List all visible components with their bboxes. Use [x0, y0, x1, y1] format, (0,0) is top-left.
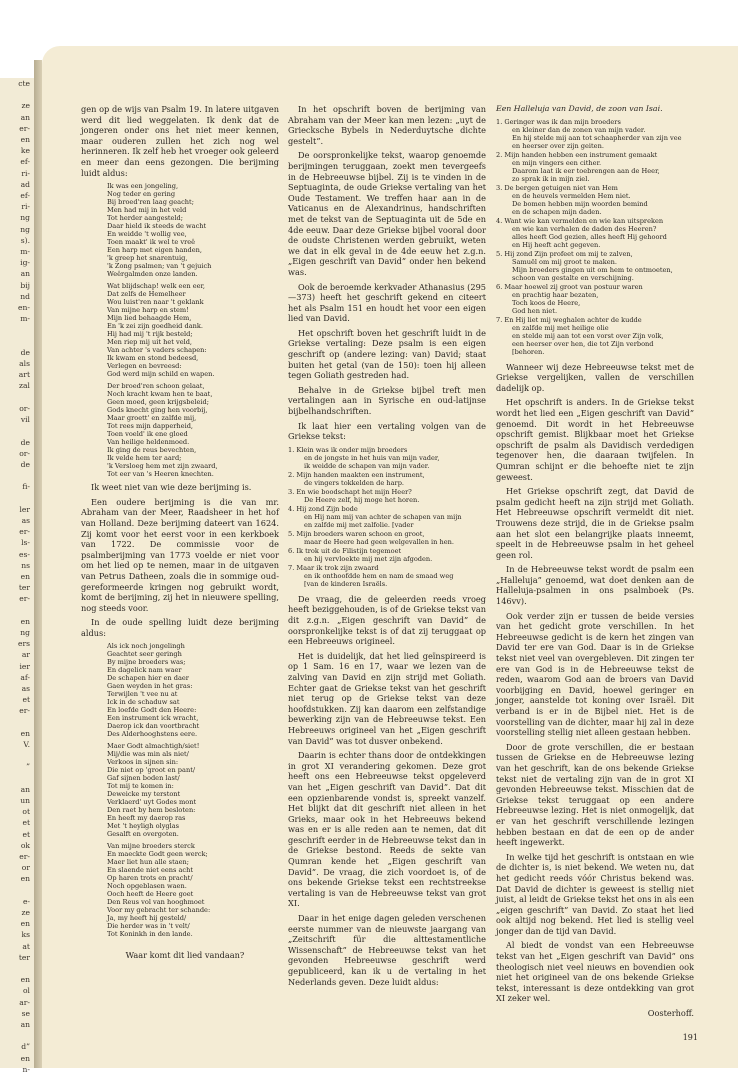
psalm-line: 6. Ik trok uit de Filistijn tegemoet — [288, 546, 402, 555]
text-fragment — [0, 336, 34, 347]
verse-line: Ja, my heeft hij gesteld/ — [107, 914, 187, 923]
text-fragment: et — [22, 818, 30, 828]
text-fragment: en — [20, 975, 30, 985]
psalm-line: en wie kan verhalen de daden des Heeren? — [512, 224, 657, 233]
psalm-line: en Hij nam mij van achter de schapen van mijn — [304, 512, 462, 521]
paragraph: Wanneer wij deze Hebreeuwse tekst met de Griekse vergelijken, vallen de verschillen dadelijk op. — [496, 361, 694, 393]
paragraph: In welke tijd het geschrift is ontstaan en wie de dichter is, is niet bekend. We weten nu, dat het gedicht reeds vóór Christus bekend was. Dat David de dichter is geweest is stellig niet juist, al leidt de Griekse tekst het ons in als een „eigen geschrift” van David. Zo staat het lied ook altijd nog bekend. Het lied is stellig veel jonger dan de tijd van David. — [496, 851, 694, 936]
verse-line: Den Reus vol van hooghmoet — [107, 898, 205, 907]
text-fragment: ng — [20, 627, 30, 637]
text-fragment: ar — [21, 650, 30, 660]
text-fragment: vil — [20, 415, 30, 425]
psalm-verse — [496, 217, 694, 249]
psalm-line: en de jongste in het huis van mijn vader, — [304, 453, 440, 462]
psalm-line: zo sprak ik in mijn ziel. — [512, 174, 590, 183]
psalm-line: 1. Klein was ik onder mijn broeders — [288, 445, 408, 454]
psalm-line: en kleiner dan de zonen van mijn vader. — [512, 125, 646, 134]
text-fragment: en- — [18, 303, 30, 313]
text-fragment: or- — [19, 448, 30, 458]
text-fragment: en — [20, 571, 30, 581]
psalm-line: en de heuvels vermelden Hem niet. — [512, 191, 631, 200]
text-fragment: an — [20, 784, 30, 794]
psalm-verse — [288, 471, 486, 487]
psalm-line: alles heeft God gezien, alles heeft Hij gehoord — [512, 232, 667, 241]
text-fragment: ri- — [21, 168, 30, 178]
psalm-line: 6. Maar hoewel zij groot van postuur waren — [496, 282, 643, 291]
verse-line: Ik was een jongeling, — [107, 182, 179, 191]
verse-line: Maer liet hun alle staen; — [107, 858, 190, 867]
text-fragment: ok — [20, 840, 30, 850]
verse-line: Gaen weyden in het gras: — [107, 682, 193, 691]
text-fragment: ke — [20, 146, 30, 156]
text-fragment — [0, 717, 34, 728]
psalm-line: en mijn vingers een cither. — [512, 158, 602, 167]
psalm-line: 3. En wie boodschapt het mijn Heer? — [288, 487, 412, 496]
verse-line: Ik kwam en stond bedeesd, — [107, 354, 199, 363]
verse-stanza — [107, 642, 279, 738]
verse-line: Ik velde hem ter aard; — [107, 454, 182, 463]
verse-line: Met 't heyligh olyglas — [107, 822, 180, 831]
verse-line: Van mijne broeders sterck — [107, 842, 195, 851]
verse-line: Dat zelfs de Hemelheer — [107, 290, 186, 299]
text-fragment — [0, 89, 34, 100]
psalm-line: en heerser over zijn geiten. — [512, 141, 604, 150]
verse-line: Deweicke my terstont — [107, 790, 181, 799]
text-fragment: ter — [18, 952, 30, 962]
verse-line: En dagelick nam waer — [107, 666, 182, 675]
psalm-verse — [496, 316, 694, 356]
previous-page-edge — [0, 78, 34, 1074]
verse-line: Men riep mij uit het veld, — [107, 338, 193, 347]
text-fragment: ri- — [21, 202, 30, 212]
verse-line: By mijne broeders was; — [107, 658, 186, 667]
verse-line: Ick in de schaduw sat — [107, 698, 180, 707]
paragraph: Ik laat hier een vertaling volgen van de Griekse tekst: — [288, 420, 486, 442]
psalm-verse — [496, 250, 694, 282]
psalm-line: en de schapen mijn daden. — [512, 207, 602, 216]
psalm-line: Toch koos de Heere, — [512, 298, 581, 307]
psalm-line: [behoren. — [512, 347, 545, 356]
verse-line: En maeckte Godt geen werck; — [107, 850, 208, 859]
paragraph: In de Hebreeuwse tekst wordt de psalm een „Halleluja” genoemd, wat doet denken aan de Halleluja-psalmen in ons psalmboek (Ps. 146vv). — [496, 564, 694, 607]
verse-line: Verkoos in sijnen sin: — [107, 758, 179, 767]
text-fragment: zal — [19, 381, 30, 391]
text-fragment: ze — [21, 908, 30, 918]
paragraph: Het is duidelijk, dat het lied geïnspireerd is op 1 Sam. 16 en 17, waar we lezen van de zalving van David en zijn strijd met Goliath. Echter gaat de Griekse tekst van het geschrift niet terug op de Griekse tekst van deze hoofdstukken. Zij kan daarom een zelfstandige bewerking zijn van de Hebreeuwse tekst. Een Hebreeuws origineel van het „Eigen geschrift van David” was tot dusver onbekend. — [288, 650, 486, 746]
psalm-line: 5. Mijn broeders waren schoon en groot, — [288, 529, 425, 538]
page-number: 191 — [682, 1033, 698, 1042]
text-fragment: en — [20, 1053, 30, 1063]
paragraph: Ook de beroemde kerkvader Athanasius (295—373) heeft het geschrift gekend en citeert het als Psalm 151 en houdt het voor een eigen lied van David. — [288, 281, 487, 324]
text-fragment: en — [20, 135, 30, 145]
text-fragment: ng — [20, 224, 30, 234]
verse-line: De schapen hier en daer — [107, 674, 189, 683]
psalm-line: en ik onthoofdde hem en nam de smaad weg — [304, 571, 454, 580]
verse-line: Toen maakt' ik wel te vreê — [107, 238, 196, 247]
verse-line: Tot rees mijn dapperheid, — [107, 422, 194, 431]
paragraph: Daar in het enige dagen geleden verschenen eerste nummer van de nieuwste jaargang van „Zeitschrift für die alttestamentliche Wissenschaft” de Hebreeuwse tekst van het gevonden Hebreeuwse geschrift werd gepubliceerd, kan ik u de vertaling in het Nederlands geven. Deze luidt aldus: — [288, 913, 486, 987]
text-fragment: or- — [19, 403, 30, 413]
verse-line: En weidde 't wollig vee, — [107, 230, 187, 239]
text-fragment: ze — [21, 101, 30, 111]
verse-line: 'k Zong psalmen; van 't gejuich — [107, 262, 212, 271]
paragraph: Behalve in de Griekse bijbel treft men vertalingen aan in Syrische en oud-latijnse bijbelhandschriften. — [288, 384, 486, 417]
verse-line: Gods knecht ging hen voorbij, — [107, 406, 208, 415]
psalm-line: En hij stelde mij aan tot schaapherder van zijn vee — [512, 133, 682, 142]
psalm-line: 4. Want wie kan vermelden en wie kan uitspreken — [496, 216, 664, 225]
verse-stanza — [107, 282, 279, 378]
text-fragment — [0, 750, 34, 761]
psalm-line: en hij vervloekte mij met zijn afgoden. — [304, 554, 433, 563]
psalm-line: een heerser over hen, die tot Zijn verbond — [512, 339, 654, 348]
text-fragment: ler — [19, 504, 30, 514]
verse-line: Die niet op 'groot en pant/ — [107, 766, 196, 775]
psalm-line: [van de kinderen Israëls. — [304, 579, 388, 588]
verse-line: Gesalft en overgoten. — [107, 830, 179, 839]
text-fragment: ol — [22, 986, 30, 996]
verse-line: Verklaerd' uyt Godes mont — [107, 798, 197, 807]
text-fragment: un — [20, 796, 30, 805]
verse-line: Mijn lied behaagde Hem, — [107, 314, 192, 323]
psalm-line: 2. Mijn handen maakten een instrument, — [288, 470, 425, 479]
text-fragment: ier — [19, 661, 30, 671]
verse-line: Men had mij in het veld — [107, 206, 187, 215]
text-fragment: art — [18, 370, 30, 380]
verse-stanza — [107, 842, 279, 938]
paragraph: Al biedt de vondst van een Hebreeuwse tekst van het „Eigen geschrift van David” ons theologisch niet veel nieuws en bovendien ook niet het origineel van de ons bekende Griekse tekst, interessant is deze ontdekking van grot XI zeker wel. — [496, 940, 694, 1004]
text-fragment: ks — [21, 930, 30, 940]
text-fragment: et — [22, 829, 30, 839]
psalm-line: en zalfde mij met zalfolie. [vader — [304, 520, 414, 529]
psalm-verse — [288, 547, 486, 563]
psalm-line: en Hij heeft acht gegeven. — [512, 240, 601, 249]
verse-line: Van mijne harp en stem! — [107, 306, 189, 315]
text-fragment: an — [20, 112, 30, 122]
verse-line: Des Alderhooghstens eere. — [107, 730, 198, 739]
psalm-verse — [288, 505, 486, 529]
text-fragment: en — [20, 616, 30, 626]
psalm-line: 2. Mijn handen hebben een instrument gemaakt — [496, 150, 658, 159]
text-fragment: ter — [18, 583, 30, 593]
verse-line: Den raet by hem besloten: — [107, 806, 196, 815]
text-fragment: et — [22, 695, 30, 705]
text-fragment: s). — [20, 235, 30, 245]
paragraph: Ook verder zijn er tussen de beide versies van het gedicht grote verschillen. In het Hebreeuwse gedicht is de kern het zingen van David ter ere van God. Daar is in de Griekse tekst niet veel van overgebleven. Dit zingen ter ere van God is in de Hebreeuwse tekst de reden, waarom God aan de broers van David voorbijging en David, hoewel geringer en jonger, aanstelde tot koning over Israël. Dit verband is er in de Bijbel niet. Het is de voorstelling van de dichter, maar hij zal in deze voorstelling stellig niet alleen gestaan hebben. — [496, 610, 694, 738]
verse-line: Wou luist'ren naar 't geklank — [107, 298, 204, 307]
verse-line: Weêrgalmden onze landen. — [107, 270, 198, 279]
verse-line: En slaende niet eens acht — [107, 866, 194, 875]
paragraph: De vraag, die de geleerden reeds vroeg heeft beziggehouden, is of de Griekse tekst van dit z.g.n. „Eigen geschrift van David” de oorspronkelijke tekst is of dat zij teruggaat op een Hebreeuws origineel. — [288, 593, 486, 647]
text-fragment — [0, 470, 34, 481]
psalm-verse — [496, 118, 694, 150]
verse-line: Van heilige heldenmoed. — [107, 438, 190, 447]
paragraph: In het opschrift boven de berijming van Abraham van der Meer kan men lezen: „uyt de Griecksche Bybels in Nederduytsche dichte gestelt”. — [288, 104, 486, 146]
paragraph: Het Griekse opschrift zegt, dat David de psalm gedicht heeft na zijn strijd met Goliath. Het Hebreeuwse opschrift vermeldt dit niet. Trouwens deze strijd, die in de Griekse psalm aan het slot een belangrijke plaats inneemt, speelt in de Hebreeuwse psalm in het geheel geen rol. — [496, 486, 694, 560]
verse-line: Maer Godt almachtigh/siet! — [107, 742, 200, 751]
verse-line: En heeft my daerop ras — [107, 814, 186, 823]
verse-line: Daar hield ik steeds de wacht — [107, 222, 207, 231]
verse-line: Noch opgeblasen waen. — [107, 882, 187, 891]
verse-line: Geen moed, geen krijgsbeleid; — [107, 398, 209, 407]
verse-stanza — [107, 182, 279, 278]
psalm-verse — [496, 184, 694, 216]
verse-line: Verlegen en bevreesd: — [107, 362, 182, 371]
verse-line: Een instrument ick wracht, — [107, 714, 199, 723]
verse-line: Op haren trots en pracht/ — [107, 874, 193, 883]
text-fragment: de — [20, 437, 30, 447]
psalm-verse — [288, 446, 486, 470]
book-gutter — [34, 60, 42, 1068]
text-fragment: de — [20, 347, 30, 357]
psalm-line: 4. Hij zond Zijn bode — [288, 504, 358, 513]
verse-line: Terwijlen 't vee nu at — [107, 690, 178, 699]
text-fragment: ns — [21, 560, 30, 570]
verse-line: Hij had mij 't rijk besteld; — [107, 330, 193, 339]
verse-line: Der broed'ren schoon gelaat, — [107, 382, 205, 391]
text-fragment: d” — [21, 1042, 30, 1052]
paragraph: Door de grote verschillen, die er bestaan tussen de Griekse en de Hebreeuwse lezing van het geschrift, kan de ons bekende Griekse tekst niet de vertaling zijn van de in grot XI gevonden Hebreeuwse tekst. Misschien dat de Griekse tekst teruggaat op een andere Hebreeuwse lezing. Het is niet onmogelijk, dat er van het geschrift verschillende lezingen hebben bestaan en dat de een op de ander heeft ingewerkt. — [496, 741, 694, 848]
hebrew-psalm-translation — [496, 118, 694, 356]
psalm-line: maar de Heere had geen welgevallen in hen. — [304, 537, 454, 546]
book-page — [42, 46, 738, 1068]
verse-line: Ik ging de reus bevechten, — [107, 446, 197, 455]
text-fragment — [0, 493, 34, 504]
psalm-heading: Een Halleluja van David, de zoon van Isai. — [496, 104, 663, 113]
verse-line: Toen voeld' ik ene gloed — [107, 430, 188, 439]
psalm-line: ik weidde de schapen van mijn vader. — [304, 461, 430, 470]
psalm-line: de vingers tokkelden de harp. — [304, 478, 405, 487]
verse-line: Maar groett' en zalfde mij, — [107, 414, 197, 423]
psalm-verse — [496, 151, 694, 183]
verse-line: Tot mij te komen in: — [107, 782, 174, 791]
paragraph: Het opschrift boven het geschrift luidt in de Griekse vertaling: Deze psalm is een eigen geschrift op (andere lezing: van) David; staat buiten het getal (van de 150): toen hij alleen tegen Goliath gestreden had. — [288, 327, 486, 381]
psalm-line: De bomen hebben mijn woorden bemind — [512, 199, 648, 208]
text-fragment: ng — [20, 213, 30, 223]
text-fragment: er- — [19, 706, 30, 716]
psalm-line: Samuël om mij groot te maken. — [512, 257, 618, 266]
psalm-line: Mijn broeders gingen uit om hem te ontmoeten, — [512, 265, 673, 274]
text-fragment: m- — [20, 247, 30, 257]
text-fragment: se — [21, 1008, 30, 1018]
verse-line: Daerop ick dan voortbracht — [107, 722, 200, 731]
verse-line: Gaf sijnen boden last/ — [107, 774, 180, 783]
psalm-line: en prachtig haar bezaten, — [512, 290, 599, 299]
text-fragment: or — [21, 863, 30, 873]
text-fragment: als — [19, 359, 30, 369]
psalm-line: De Heere zelf, hij moge het horen. — [304, 495, 420, 504]
psalm-line: en stelde mij aan tot een vorst over Zijn volk, — [512, 331, 664, 340]
text-fragment — [0, 392, 34, 403]
verse-line: Van achter 's vaders schapen: — [107, 346, 207, 355]
verse-line: En 'k zei zijn goedheid dank. — [107, 322, 203, 331]
text-fragment: ers — [17, 639, 30, 649]
column-3 — [496, 104, 694, 1019]
verse-line: Tot Koninkh in den lande. — [107, 930, 193, 939]
text-fragment: en — [20, 728, 30, 738]
text-fragment: n- — [22, 1064, 30, 1074]
text-fragment — [0, 425, 34, 436]
text-fragment — [0, 324, 34, 335]
verse-line: Voor my gebracht ter schande: — [107, 906, 211, 915]
paragraph: gen op de wijs van Psalm 19. In latere uitgaven werd dit lied weggelaten. Ik denk dat de jongeren onder ons het niet meer kennen, maar ouderen zullen het zich nog wel herinneren. Ik zelf heb het vroeger ook geleerd en meer dan eens gezongen. Die berijming luidt aldus: — [81, 104, 279, 178]
verse-line: Nog teder en gering — [107, 190, 176, 199]
paragraph: Waar komt dit lied vandaan? — [125, 950, 245, 961]
psalm-verse — [288, 564, 486, 588]
text-fragment: er- — [19, 852, 30, 862]
text-fragment: as — [21, 683, 30, 693]
psalm-verse — [288, 530, 486, 546]
paragraph: Het opschrift is anders. In de Griekse tekst wordt het lied een „Eigen geschrift van David” genoemd. Dit wordt in het Hebreeuwse opschrift gemist. Blijkbaar moet het Griekse opschrift de psalm als Davidisch verdedigen tegenover hen, die daaraan twijfelen. In Qumran schijnt er die behoefte niet te zijn geweest. — [496, 397, 694, 482]
verse-line: God werd mijn schild en wapen. — [107, 370, 215, 379]
text-fragment: ef- — [20, 157, 30, 167]
text-fragment: nd — [20, 291, 30, 301]
verse-line: Ooch heeft de Heere goet — [107, 890, 194, 899]
psalm-line: 5. Hij zond Zijn profeet om mij te zalven, — [496, 249, 633, 258]
psalm-line: 1. Geringer was ik dan mijn broeders — [496, 117, 621, 126]
text-fragment: er- — [19, 123, 30, 133]
paragraph: Een oudere berijming is die van mr. Abraham van der Meer, Raadsheer in het hof van Holland. Deze berijming dateert van 1624. Zij komt voor het eerst voor in een kerkboek van 1722. De commissie voor de psalmberijming van 1773 voelde er niet voor om het lied op te nemen, maar in de uitgaven van Petrus Datheen, zoals die in sommige oud-gereformeerde kringen nog gebruikt wordt, komt de berijming, zij het in nieuwere spelling, nog steeds voor. — [81, 496, 279, 613]
text-fragment: cte — [18, 79, 30, 88]
text-fragment: ad — [20, 179, 30, 189]
text-fragment: V. — [23, 739, 30, 749]
text-fragment — [0, 1030, 34, 1041]
text-fragment: m- — [20, 314, 30, 324]
verse-line: En loefde Godt den Heere: — [107, 706, 197, 715]
psalm-line: 7. En Hij liet mij weghalen achter de kudde — [496, 315, 642, 324]
text-fragment: ef- — [20, 191, 30, 201]
verse-line: Bij broed'ren laag geacht; — [107, 198, 194, 207]
verse-line: Tot herder aangesteld; — [107, 214, 183, 223]
verse-line: Als ick noch jongelingh — [107, 642, 185, 651]
psalm-verse — [496, 283, 694, 315]
psalm-line: 7. Maar ik trok zijn zwaard — [288, 563, 379, 572]
paragraph: Ik weet niet van wie deze berijming is. — [91, 482, 252, 493]
text-fragment: de — [20, 459, 30, 469]
verse-line: 'k greep het snarentuig, — [107, 254, 188, 263]
psalm-line: 3. De bergen getuigen niet van Hem — [496, 183, 618, 192]
psalm-line: God hen niet. — [512, 306, 558, 315]
text-fragment: as — [21, 515, 30, 525]
verse-line: Mij/die was min als niet/ — [107, 750, 189, 759]
psalm-verse — [288, 488, 486, 504]
text-fragment: en — [20, 919, 30, 929]
text-fragment — [0, 773, 34, 784]
text-fragment: at — [22, 941, 30, 951]
text-fragment: es- — [19, 549, 30, 559]
text-fragment: ls- — [21, 538, 30, 548]
paragraph: De oorspronkelijke tekst, waarop genoemde berijmingen teruggaan, zoekt men tevergeefs in de Hebreeuwse bijbel. Zij is te vinden in de Septuaginta, de oude Griekse vertaling van het Oude Testament. We treffen haar aan in de Vaticanus en de Alexandrinus, handschriften met de tekst van de Septuaginta uit de 5de en 4de eeuw. Daar deze Griekse bijbel vooral door de oudste Christenen werden gebruikt, weten we dat in elk geval in de 4de eeuw het z.g.n. „Eigen geschrift van David” onder hen bekend was. — [288, 150, 486, 277]
verse-line: Noch kracht kwam hen te baat, — [107, 390, 213, 399]
text-fragment: fi- — [22, 482, 30, 492]
verse-stanza — [107, 742, 279, 838]
column-1 — [81, 104, 279, 965]
text-fragment — [0, 963, 34, 974]
verse-line: Een harp met eigen handen, — [107, 246, 202, 255]
text-fragment: an — [20, 1020, 30, 1030]
psalm-line: en zalfde mij met heilige olie — [512, 323, 609, 332]
psalm-line: schoon van gestalte en verschijning. — [512, 273, 634, 282]
text-fragment: ar- — [19, 997, 30, 1007]
verse-stanza — [107, 382, 279, 478]
verse-line: 'k Versloeg hem met zijn zwaard, — [107, 462, 218, 471]
text-fragment: ig- — [20, 258, 30, 268]
verse-line: Wat blijdschap! welk een eer, — [107, 282, 206, 291]
psalm-line: Daarom laat ik eer toebrengen aan de Heer, — [512, 166, 660, 175]
verse-line: Geachtet seer geringh — [107, 650, 182, 659]
text-fragment — [0, 605, 34, 616]
verse-line: Die herder was in 't velt/ — [107, 922, 190, 931]
text-fragment: an — [20, 269, 30, 279]
paragraph: Daarin is echter thans door de ontdekkingen in grot XI verandering gekomen. Deze grot heeft ons een Hebreeuwse tekst opgeleverd van het „Eigen geschrift van David”. Dat dit een opzienbarende vondst is, spreekt vanzelf. Het blijkt dat dit geschrift niet alleen in het Grieks, maar ook in het Hebreeuws bekend was en er is alle reden aan te nemen, dat dit geschrift eerder in de Hebreeuwse tekst dan in de Griekse bestond. Reeds de sekte van Qumran kende het „Eigen geschrift van David”. De vraag, die zich voordoet is, of de ons bekende Griekse tekst een rechtstreekse vertaling is van de Hebreeuwse tekst van grot XI. — [288, 750, 486, 909]
text-fragment: ” — [26, 762, 30, 772]
text-fragment: er- — [19, 594, 30, 604]
greek-psalm-translation — [288, 446, 486, 588]
verse-line: Tot eer van 's Heeren knechten. — [107, 470, 214, 479]
column-2 — [288, 104, 486, 991]
paragraph: In de oude spelling luidt deze berijming aldus: — [81, 617, 279, 638]
text-fragment: ot — [22, 807, 30, 817]
text-fragment — [0, 885, 34, 896]
text-fragment: en — [20, 874, 30, 884]
text-fragment: er- — [19, 527, 30, 537]
author-signature: Oosterhoff. — [647, 1008, 694, 1019]
text-fragment: af- — [20, 672, 30, 682]
text-fragment: e- — [22, 896, 30, 906]
text-fragment: bij — [20, 280, 30, 290]
